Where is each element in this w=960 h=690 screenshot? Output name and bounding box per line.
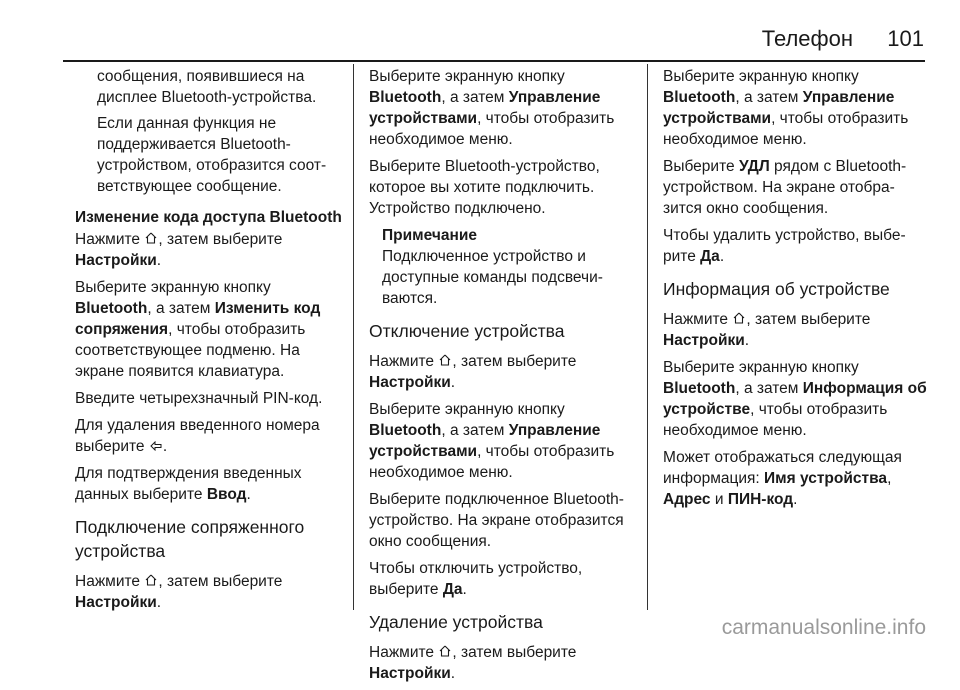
header-rule xyxy=(63,60,925,62)
column-1 xyxy=(75,66,345,619)
paragraph: Введите четырехзначный PIN-код. xyxy=(75,390,323,407)
page-title: Телефон xyxy=(761,26,853,51)
note-heading: Примечание xyxy=(382,227,477,244)
paragraph: Чтобы отключить устройство, выберите Да. xyxy=(369,560,583,598)
section-heading: Информация об устройстве xyxy=(663,279,890,299)
column-3 xyxy=(663,66,933,516)
column-divider xyxy=(353,64,354,610)
paragraph: Нажмите , затем выберите Настройки. xyxy=(369,644,577,682)
paragraph: Нажмите , затем выберите Настройки. xyxy=(663,311,871,349)
section-heading: Подключение сопряженного устройства xyxy=(75,517,305,561)
paragraph: Выберите экранную кнопку Bluetooth, а затем Управление устройствами, чтобы отобразить необходимое меню. xyxy=(663,68,909,148)
column-divider xyxy=(647,64,648,610)
paragraph: Для удаления введенного номера выберите . xyxy=(75,417,320,455)
paragraph: Нажмите , затем выберите Настройки. xyxy=(75,231,283,269)
paragraph: Чтобы удалить устройство, выбе-рите Да. xyxy=(663,227,906,265)
home-icon xyxy=(144,229,158,250)
paragraph: Выберите экранную кнопку Bluetooth, а затем Управление устройствами, чтобы отобразить необходимое меню. xyxy=(369,68,615,148)
section-heading: Отключение устройства xyxy=(369,321,565,341)
paragraph: Выберите экранную кнопку Bluetooth, а затем Изменить код сопряжения, чтобы отобразить соответствующее подменю. На экране появится клавиатура. xyxy=(75,279,321,380)
home-icon xyxy=(438,351,452,372)
section-heading: Удаление устройства xyxy=(369,612,543,632)
paragraph: Выберите УДЛ рядом с Bluetooth-устройством. На экране отобра-зится окно сообщения. xyxy=(663,158,907,217)
home-icon xyxy=(144,571,158,592)
page-number: 101 xyxy=(887,26,924,51)
backspace-arrow-icon xyxy=(149,436,163,457)
paragraph: Выберите подключенное Bluetooth-устройство. На экране отобразится окно сообщения. xyxy=(369,491,624,550)
home-icon xyxy=(438,642,452,663)
paragraph: сообщения, появившиеся на дисплее Bluetooth-устройства. xyxy=(97,68,317,106)
home-icon xyxy=(732,309,746,330)
note-box xyxy=(369,225,639,309)
paragraph: Выберите Bluetooth-устройство, которое вы хотите подключить. Устройство подключено. xyxy=(369,158,600,217)
paragraph: Выберите экранную кнопку Bluetooth, а затем Информация об устройстве, чтобы отобразить необходимое меню. xyxy=(663,359,927,439)
paragraph: Выберите экранную кнопку Bluetooth, а затем Управление устройствами, чтобы отобразить необходимое меню. xyxy=(369,401,615,481)
paragraph: Для подтверждения введенных данных выберите Ввод. xyxy=(75,465,302,503)
column-2 xyxy=(369,66,639,690)
page-header xyxy=(0,24,960,64)
section-heading: Изменение кода доступа Bluetooth xyxy=(75,209,342,226)
paragraph: Нажмите , затем выберите Настройки. xyxy=(75,573,283,611)
watermark-text: carmanualsonline.info xyxy=(721,616,926,639)
note-text: Подключенное устройство и доступные команды подсвечи-ваются. xyxy=(382,248,603,307)
paragraph: Может отображаться следующая информация: Имя устройства, Адрес и ПИН-код. xyxy=(663,449,902,508)
paragraph: Если данная функция не поддерживается Bluetooth-устройством, отобразится соот-ветствующее сообщение. xyxy=(97,115,327,195)
paragraph: Нажмите , затем выберите Настройки. xyxy=(369,353,577,391)
